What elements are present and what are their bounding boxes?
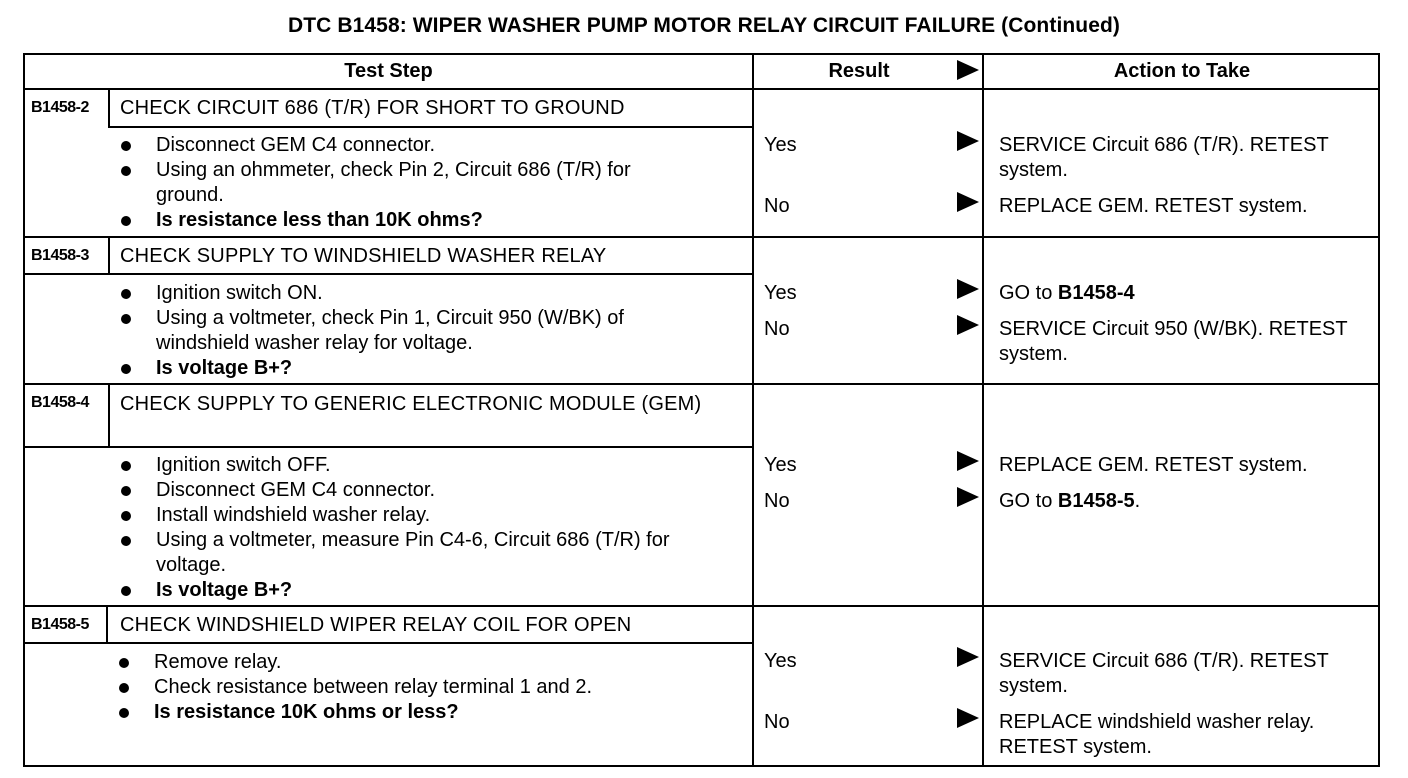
- arrow-icon: [957, 647, 979, 667]
- step-id-divider: [108, 385, 110, 447]
- step-id: B1458-4: [31, 394, 89, 411]
- bullet-icon: [121, 511, 131, 521]
- bullet-item: Using a voltmeter, check Pin 1, Circuit 950 (W/BK) of windshield washer relay for voltage.: [118, 306, 718, 356]
- bullet-icon: [121, 141, 131, 151]
- bullet-item: Ignition switch ON.: [118, 281, 718, 306]
- bullet-item: Ignition switch OFF.: [118, 453, 718, 478]
- action-text: REPLACE GEM. RETEST system.: [999, 454, 1308, 476]
- bullet-icon: [121, 289, 131, 299]
- action-text: GO to B1458-4: [999, 282, 1135, 304]
- bullet-icon: [119, 708, 129, 718]
- bullet-icon: [121, 166, 131, 176]
- bullet-icon: [121, 536, 131, 546]
- result-no: No: [764, 195, 790, 217]
- bullet-icon: [121, 461, 131, 471]
- bullet-item: Disconnect GEM C4 connector.: [118, 133, 718, 158]
- action-text: SERVICE Circuit 686 (T/R). RETEST system.: [999, 650, 1329, 697]
- step-title-underline: [25, 273, 752, 275]
- header-result: Result: [828, 60, 890, 82]
- bullet-item: Is resistance 10K ohms or less?: [116, 700, 736, 725]
- result-yes: Yes: [764, 134, 797, 156]
- diagnostic-table: [23, 53, 1380, 767]
- bullet-icon: [121, 364, 131, 374]
- step-divider: [25, 236, 1378, 238]
- bullet-item: Is voltage B+?: [118, 578, 718, 603]
- arrow-icon: [957, 487, 979, 507]
- bullet-item: Remove relay.: [116, 650, 736, 675]
- step-bullets: [118, 133, 718, 233]
- header-action: Action to Take: [1113, 60, 1251, 82]
- step-id-divider: [106, 607, 108, 643]
- bullet-icon: [119, 658, 129, 668]
- bullet-item: Check resistance between relay terminal 1 and 2.: [116, 675, 736, 700]
- arrow-icon: [957, 315, 979, 335]
- bullet-icon: [121, 486, 131, 496]
- arrow-icon: [957, 192, 979, 212]
- result-no: No: [764, 711, 790, 733]
- bullet-icon: [121, 216, 131, 226]
- result-yes: Yes: [764, 282, 797, 304]
- result-no: No: [764, 490, 790, 512]
- arrow-icon: [957, 60, 979, 80]
- bullet-item: Install windshield washer relay.: [118, 503, 718, 528]
- header-test-step: Test Step: [344, 60, 433, 82]
- step-divider: [25, 605, 1378, 607]
- arrow-icon: [957, 451, 979, 471]
- bullet-item: Using a voltmeter, measure Pin C4-6, Circuit 686 (T/R) for voltage.: [118, 528, 718, 578]
- step-id: B1458-2: [31, 99, 89, 116]
- step-bullets: [118, 281, 718, 381]
- step-bullets: [118, 453, 718, 603]
- bullet-item: Using an ohmmeter, check Pin 2, Circuit 686 (T/R) for ground.: [118, 158, 718, 208]
- step-title-underline: [108, 126, 752, 128]
- page-title: DTC B1458: WIPER WASHER PUMP MOTOR RELAY CIRCUIT FAILURE (Continued): [287, 14, 1121, 37]
- bullet-item: Is resistance less than 10K ohms?: [118, 208, 718, 233]
- step-bullets: [116, 650, 736, 725]
- bullet-icon: [121, 586, 131, 596]
- step-divider: [25, 383, 1378, 385]
- arrow-icon: [957, 131, 979, 151]
- result-yes: Yes: [764, 650, 797, 672]
- divider-result: [752, 55, 754, 765]
- arrow-icon: [957, 708, 979, 728]
- step-id-divider: [108, 238, 110, 274]
- step-id: B1458-5: [31, 616, 89, 633]
- action-text: REPLACE GEM. RETEST system.: [999, 195, 1308, 217]
- bullet-item: Is voltage B+?: [118, 356, 718, 381]
- step-id-divider: [108, 89, 110, 127]
- step-title-underline: [25, 446, 752, 448]
- step-title: CHECK SUPPLY TO GENERIC ELECTRONIC MODULE (GEM): [120, 393, 702, 415]
- header-divider: [25, 88, 1378, 90]
- action-text: SERVICE Circuit 950 (W/BK). RETEST system.: [999, 318, 1348, 365]
- arrow-icon: [957, 279, 979, 299]
- bullet-icon: [119, 683, 129, 693]
- result-yes: Yes: [764, 454, 797, 476]
- action-text: SERVICE Circuit 686 (T/R). RETEST system.: [999, 134, 1329, 181]
- step-title: CHECK CIRCUIT 686 (T/R) FOR SHORT TO GROUND: [120, 97, 625, 119]
- divider-action: [982, 55, 984, 765]
- step-title: CHECK SUPPLY TO WINDSHIELD WASHER RELAY: [120, 245, 607, 267]
- bullet-icon: [121, 314, 131, 324]
- action-text: GO to B1458-5.: [999, 490, 1141, 512]
- action-text: REPLACE windshield washer relay. RETEST system.: [999, 711, 1315, 758]
- result-no: No: [764, 318, 790, 340]
- bullet-item: Disconnect GEM C4 connector.: [118, 478, 718, 503]
- step-title-underline: [25, 642, 752, 644]
- step-id: B1458-3: [31, 247, 89, 264]
- step-title: CHECK WINDSHIELD WIPER RELAY COIL FOR OPEN: [120, 614, 632, 636]
